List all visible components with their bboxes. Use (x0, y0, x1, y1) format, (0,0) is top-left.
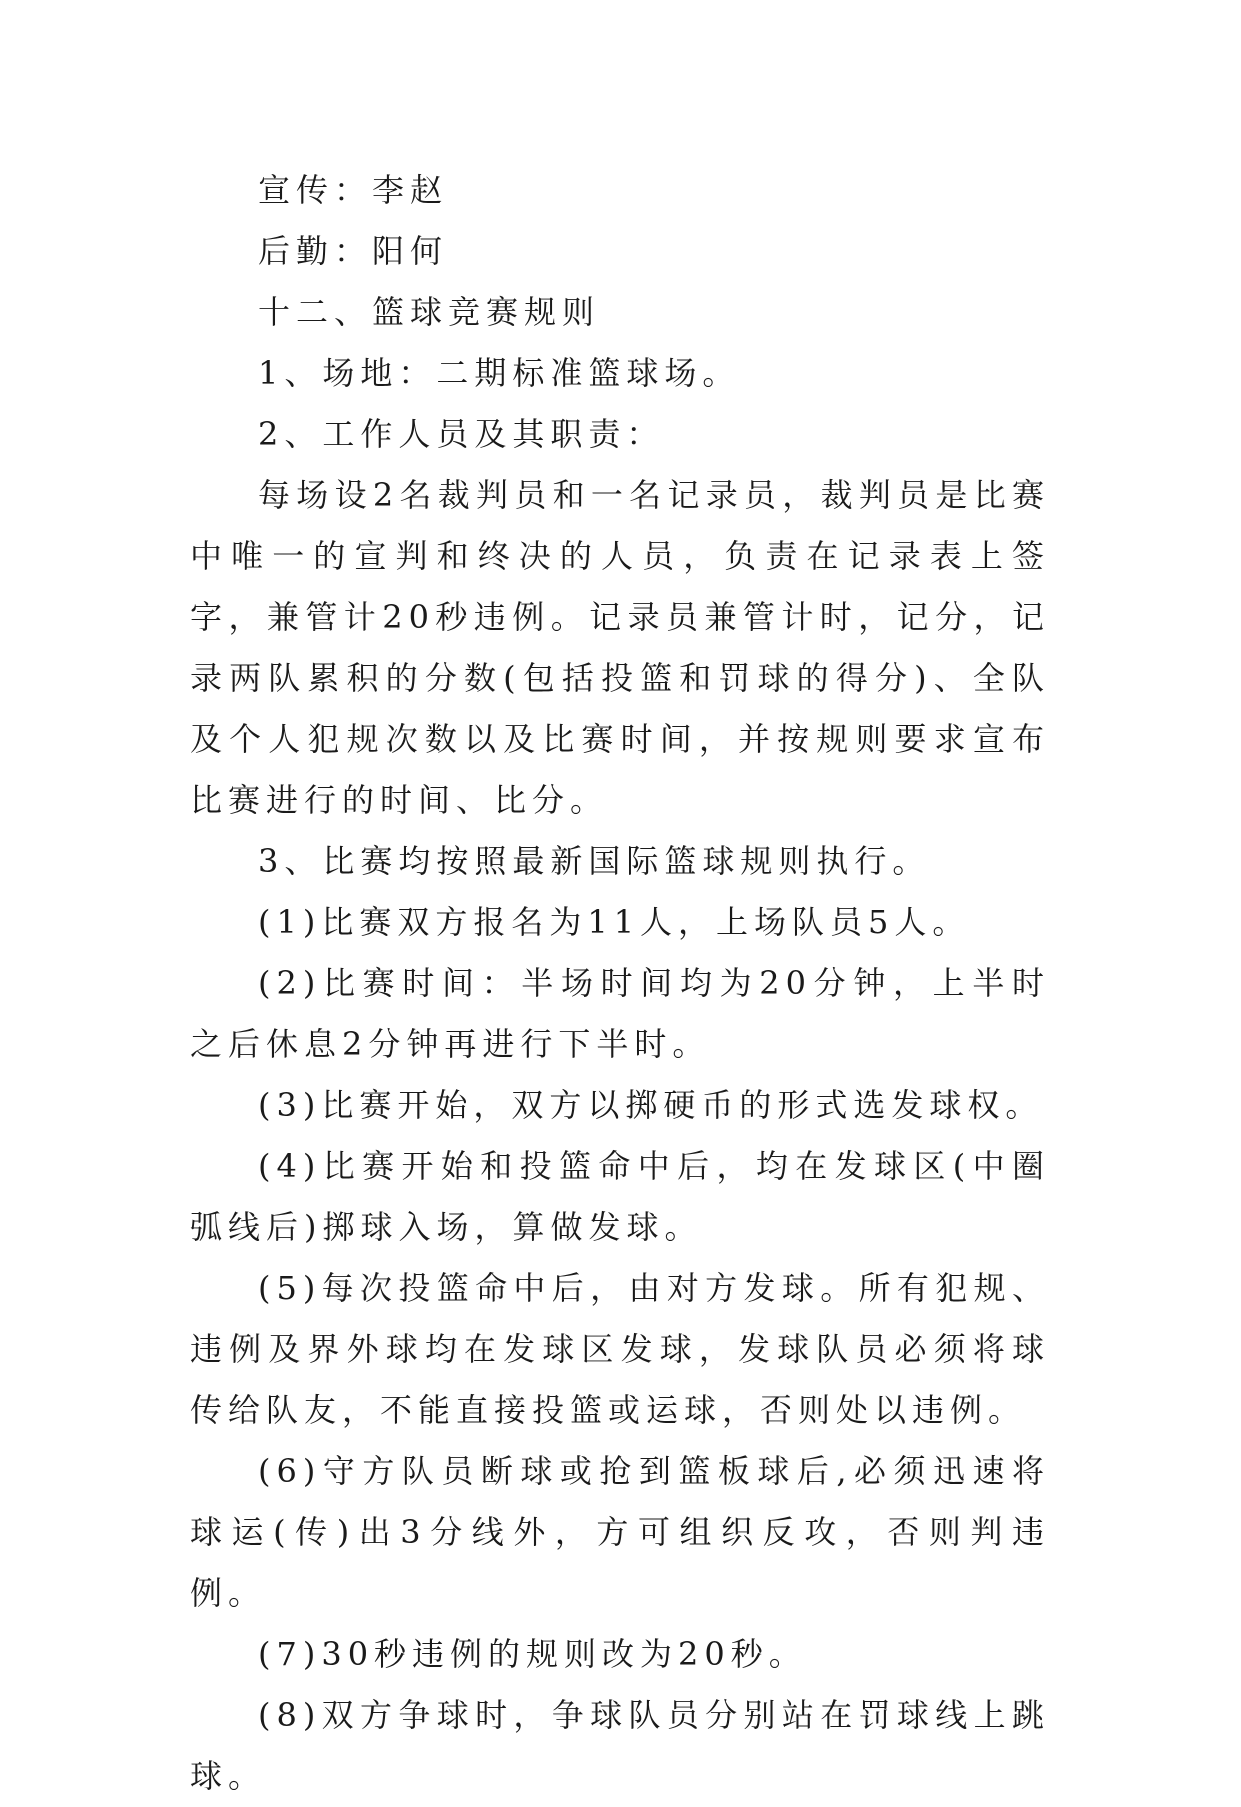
paragraph-publicity: 宣传：李赵 (258, 171, 449, 209)
rule-item-4: (4)比赛开始和投篮命中后，均在发球区(中圈弧线后)掷球入场，算做发球。 (190, 1147, 1050, 1246)
rule-item-7: (7)30秒违例的规则改为20秒。 (258, 1635, 807, 1673)
rule-item-3: (3)比赛开始，双方以掷硬币的形式选发球权。 (258, 1086, 1044, 1124)
paragraph-staff-duties: 每场设2名裁判员和一名记录员，裁判员是比赛中唯一的宣判和终决的人员，负责在记录表上签字，兼管计20秒违例。记录员兼管计时，记分，记录两队累积的分数(包括投篮和罚球的得分)、全队及个人犯规次数以及比赛时间，并按规则要求宣布比赛进行的时间、比分。 (190, 476, 1050, 819)
section-heading-basketball-rules: 十二、篮球竞赛规则 (258, 293, 601, 331)
paragraph-staff-duties-heading: 2、工作人员及其职责： (258, 415, 665, 453)
document-body (190, 160, 1050, 1807)
rule-item-5: (5)每次投篮命中后，由对方发球。所有犯规、违例及界外球均在发球区发球，发球队员必须将球传给队友，不能直接投篮或运球，否则处以违例。 (190, 1269, 1050, 1429)
rule-item-2: (2)比赛时间：半场时间均为20分钟，上半时之后休息2分钟再进行下半时。 (190, 964, 1050, 1063)
rule-item-1: (1)比赛双方报名为11人，上场队员5人。 (258, 903, 971, 941)
paragraph-rules-basis: 3、比赛均按照最新国际篮球规则执行。 (258, 842, 931, 880)
paragraph-venue: 1、场地：二期标准篮球场。 (258, 354, 741, 392)
paragraph-logistics: 后勤：阳何 (258, 232, 449, 270)
rule-item-8: (8)双方争球时，争球队员分别站在罚球线上跳球。 (190, 1696, 1050, 1795)
rule-item-6: (6)守方队员断球或抢到篮板球后,必须迅速将球运(传)出3分线外，方可组织反攻，否则判违例。 (190, 1452, 1050, 1612)
